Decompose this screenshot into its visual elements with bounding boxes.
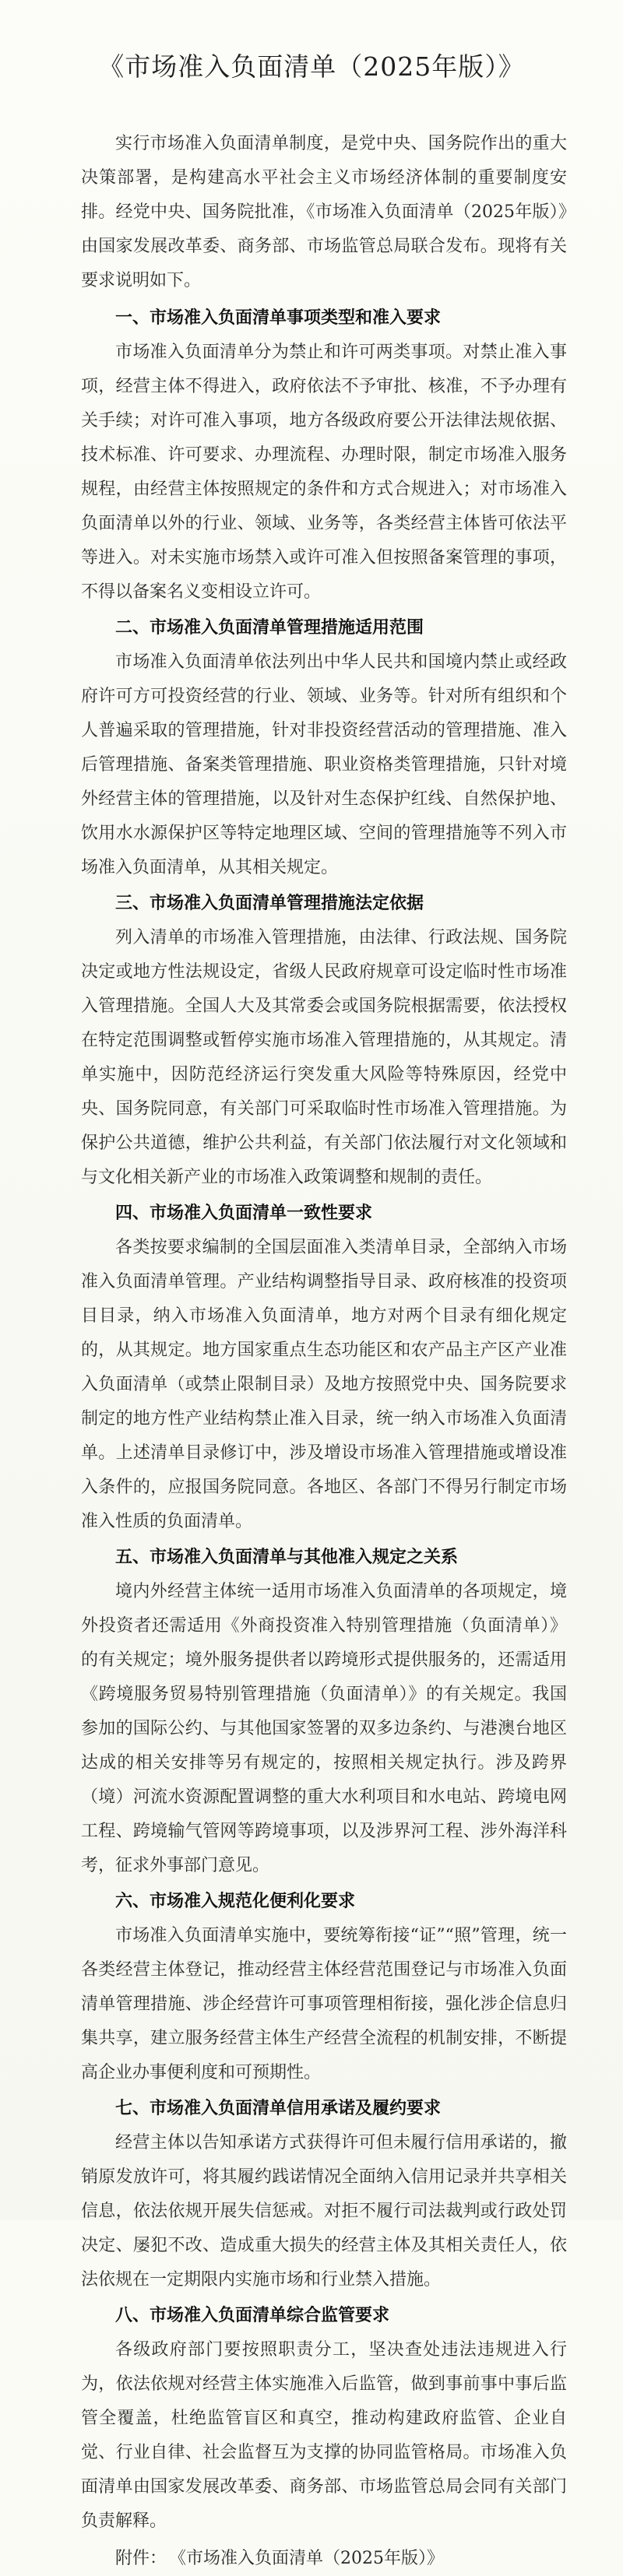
section-3 (81, 887, 567, 1195)
section-heading: 三、市场准入负面清单管理措施法定依据 (115, 894, 424, 913)
section-body: 市场准入负面清单实施中，要统筹衔接“证”“照”管理，统一各类经营主体登记，推动经营主体经营范围登记与市场准入负面清单管理措施、涉企经营许可事项管理相衔接，强化涉企信息归集共享，建立服务经营主体生产经营全流程的机制安排，不断提高企业办事便利度和可预期性。 (81, 1926, 567, 2082)
section-heading: 六、市场准入规范化便利化要求 (115, 1892, 356, 1911)
section-heading: 一、市场准入负面清单事项类型和准入要求 (115, 308, 442, 328)
section-5 (81, 1541, 567, 1883)
section-8 (81, 2299, 567, 2539)
section-body: 境内外经营主体统一适用市场准入负面清单的各项规定，境外投资者还需适用《外商投资准入特别管理措施（负面清单）》的有关规定；境外服务提供者以跨境形式提供服务的，还需适用《跨境服务贸易特别管理措施（负面清单）》的有关规定。我国参加的国际公约、与其他国家签署的双多边条约、与港澳台地区达成的相关安排等另有规定的，按照相关规定执行。涉及跨界（境）河流水资源配置调整的重大水利项目和水电站、跨境电网工程、跨境输气管网等跨境事项，以及涉界河工程、涉外海洋科考，征求外事部门意见。 (81, 1582, 567, 1875)
section-7 (81, 2092, 567, 2297)
attachment-label: 附件： (115, 2549, 167, 2568)
section-heading: 二、市场准入负面清单管理措施适用范围 (115, 618, 424, 638)
section-4 (81, 1197, 567, 1539)
section-6 (81, 1885, 567, 2090)
section-2 (81, 611, 567, 885)
section-body: 市场准入负面清单依法列出中华人民共和国境内禁止或经政府许可方可投资经营的行业、领域、业务等。针对所有组织和个人普遍采取的管理措施，针对非投资经营活动的管理措施、准入后管理措施、备案类管理措施、职业资格类管理措施，只针对境外经营主体的管理措施，以及针对生态保护红线、自然保护地、饮用水水源保护区等特定地理区域、空间的管理措施等不列入市场准入负面清单，从其相关规定。 (81, 652, 567, 877)
document-title: 《市场准入负面清单（2025年版）》 (98, 51, 525, 82)
section-1 (81, 301, 567, 610)
section-body: 列入清单的市场准入管理措施，由法律、行政法规、国务院决定或地方性法规设定，省级人民政府规章可设定临时性市场准入管理措施。全国人大及其常委会或国务院根据需要，依法授权在特定范围调整或暂停实施市场准入管理措施的，从其规定。清单实施中，因防范经济运行突发重大风险等特殊原因，经党中央、国务院同意，有关部门可采取临时性市场准入管理措施。为保护公共道德，维护公共利益，有关部门依法履行对文化领域和与文化相关新产业的市场准入政策调整和规制的责任。 (81, 928, 567, 1187)
section-heading: 八、市场准入负面清单综合监管要求 (115, 2306, 390, 2325)
attachment-line (81, 2542, 567, 2576)
section-body: 经营主体以告知承诺方式获得许可但未履行信用承诺的，撤销原发放许可，将其履约践诺情况全面纳入信用记录并共享相关信息，依法依规开展失信惩戒。对拒不履行司法裁判或行政处罚决定、屡犯不改、造成重大损失的经营主体及其相关责任人，依法依规在一定期限内实施市场和行业禁入措施。 (81, 2133, 567, 2290)
section-heading: 七、市场准入负面清单信用承诺及履约要求 (115, 2099, 442, 2118)
section-body: 市场准入负面清单分为禁止和许可两类事项。对禁止准入事项，经营主体不得进入，政府依法不予审批、核准，不予办理有关手续；对许可准入事项，地方各级政府要公开法律法规依据、技术标准、许可要求、办理流程、办理时限，制定市场准入服务规程，由经营主体按照规定的条件和方式合规进入；对市场准入负面清单以外的行业、领域、业务等，各类经营主体皆可依法平等进入。对未实施市场禁入或许可准入但按照备案管理的事项，不得以备案名义变相设立许可。 (81, 343, 567, 602)
intro-paragraph: 实行市场准入负面清单制度，是党中央、国务院作出的重大决策部署，是构建高水平社会主义市场经济体制的重要制度安排。经党中央、国务院批准，《市场准入负面清单（2025年版）》由国家发展改革委、商务部、市场监管总局联合发布。现将有关要求说明如下。 (81, 134, 567, 290)
section-heading: 五、市场准入负面清单与其他准入规定之关系 (115, 1548, 459, 1567)
section-heading: 四、市场准入负面清单一致性要求 (115, 1204, 373, 1223)
attachment-title: 《市场准入负面清单（2025年版）》 (178, 2549, 445, 2568)
section-body: 各类按要求编制的全国层面准入类清单目录，全部纳入市场准入负面清单管理。产业结构调整指导目录、政府核准的投资项目目录，纳入市场准入负面清单，地方对两个目录有细化规定的，从其规定。地方国家重点生态功能区和农产品主产区产业准入负面清单（或禁止限制目录）及地方按照党中央、国务院要求制定的地方性产业结构禁止准入目录，统一纳入市场准入负面清单。上述清单目录修订中，涉及增设市场准入管理措施或增设准入条件的，应报国务院同意。各地区、各部门不得另行制定市场准入性质的负面清单。 (81, 1238, 567, 1531)
section-body: 各级政府部门要按照职责分工，坚决查处违法违规进入行为，依法依规对经营主体实施准入后监管，做到事前事中事后监管全覆盖，杜绝监管盲区和真空，推动构建政府监管、企业自觉、行业自律、社会监督互为支撑的协同监管格局。市场准入负面清单由国家发展改革委、商务部、市场监管总局会同有关部门负责解释。 (81, 2340, 567, 2531)
